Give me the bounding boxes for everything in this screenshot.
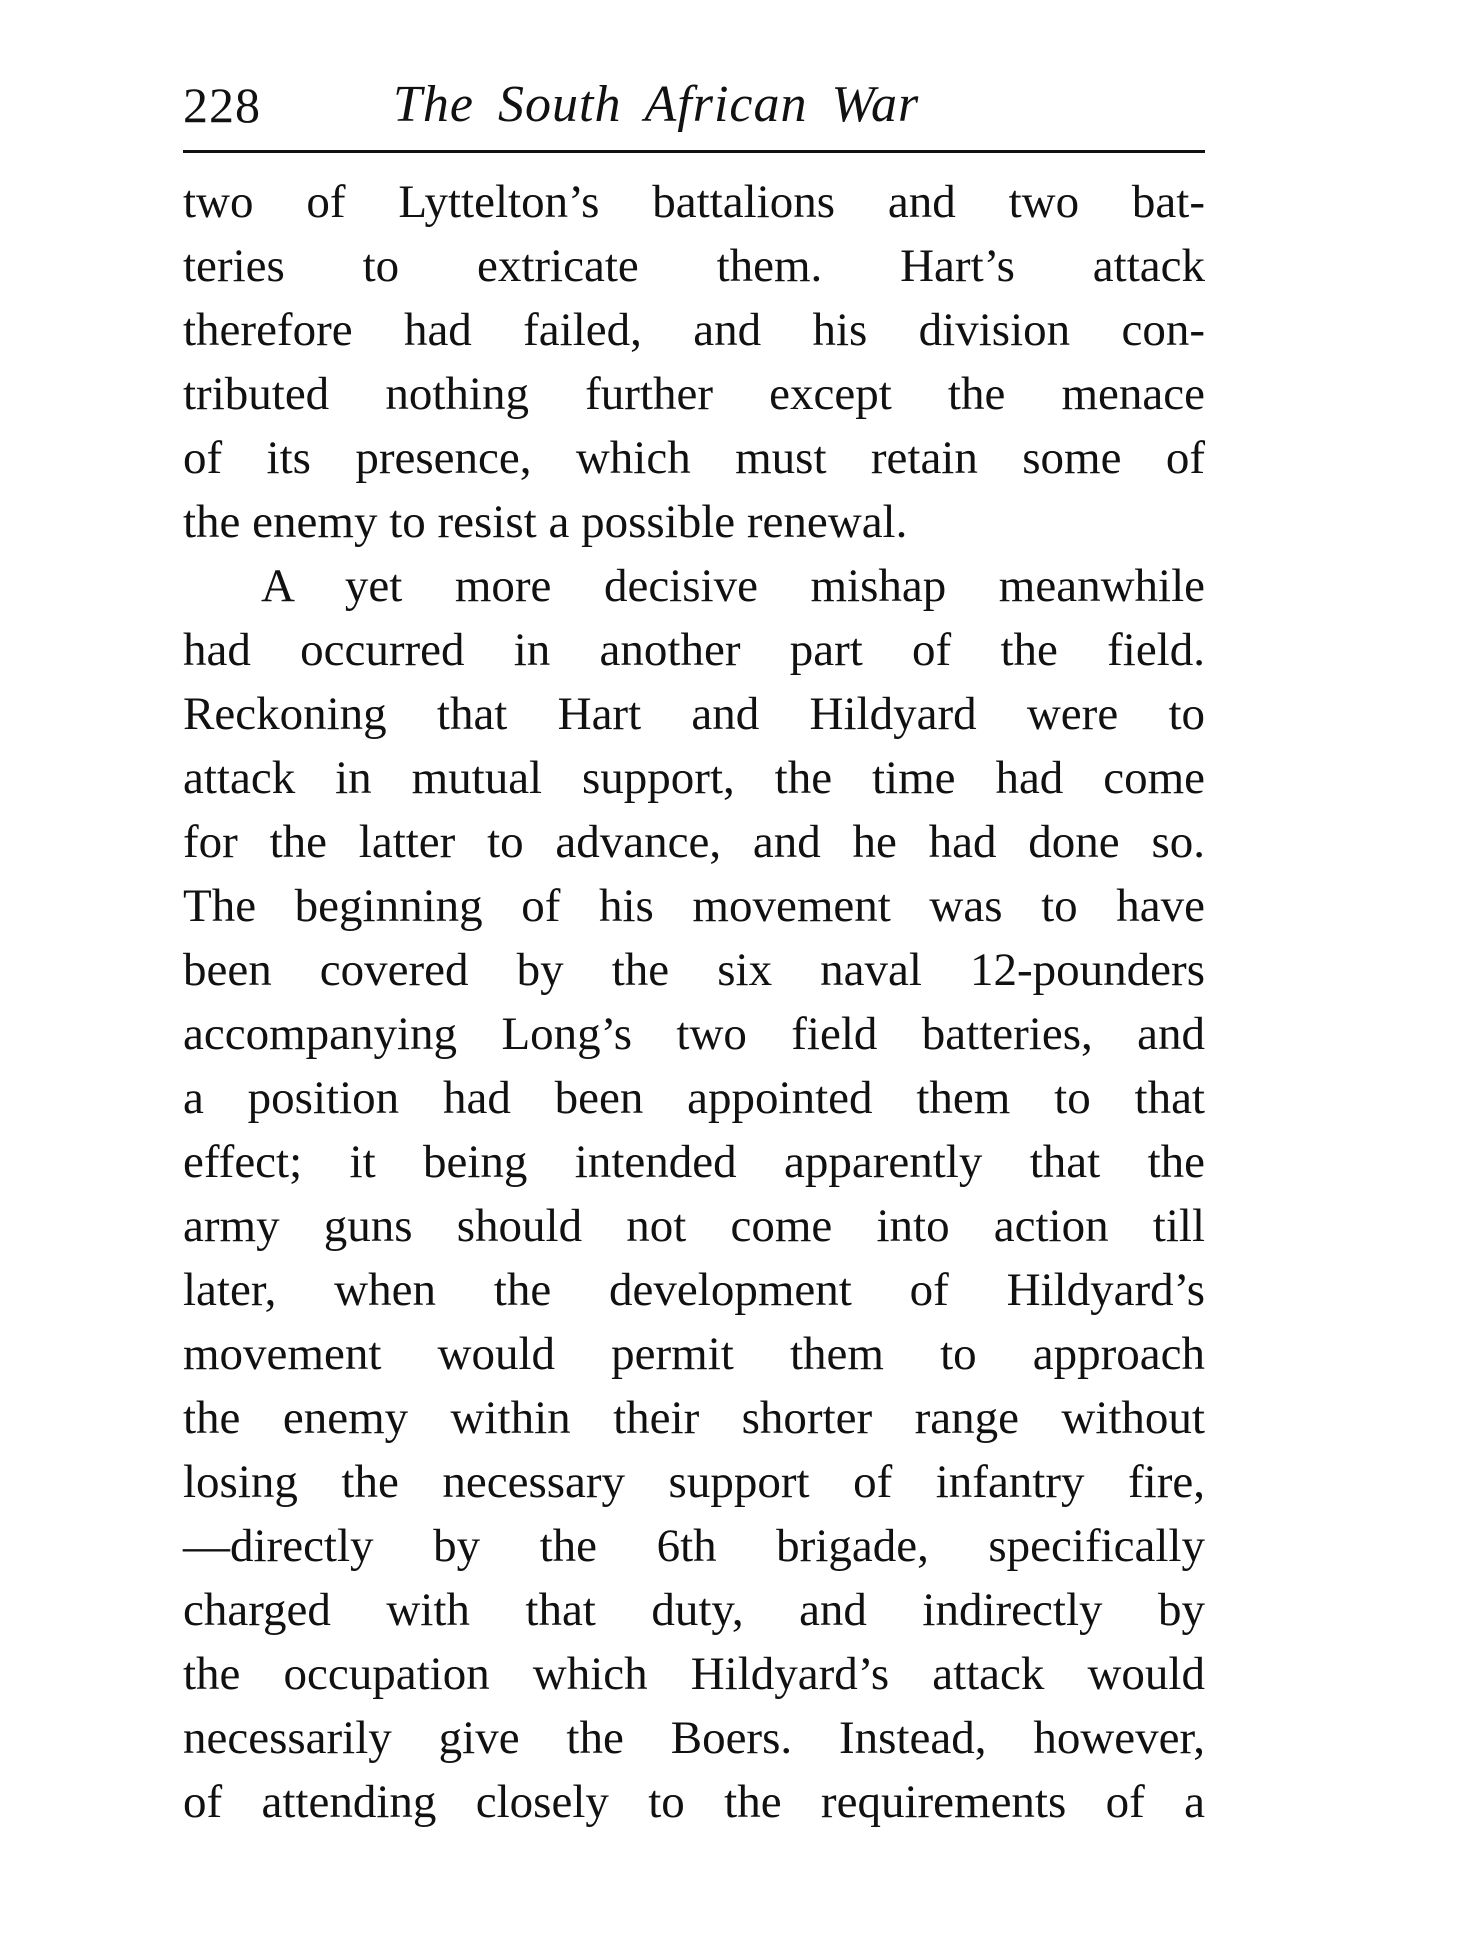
text-line: later, when the development of Hildyard’s <box>183 1264 1205 1316</box>
text-line: Reckoning that Hart and Hildyard were to <box>183 688 1205 740</box>
text-line: charged with that duty, and indirectly by <box>183 1584 1205 1636</box>
text-line: been covered by the six naval 12-pounders <box>183 944 1205 996</box>
text-line: teries to extricate them. Hart’s attack <box>183 240 1205 292</box>
text-line: accompanying Long’s two field batteries, and <box>183 1008 1205 1060</box>
paragraph-start-line: A yet more decisive mishap meanwhile <box>261 560 1205 612</box>
page-header <box>183 70 1205 140</box>
text-line: the enemy to resist a possible renewal. <box>183 496 908 548</box>
text-line: army guns should not come into action till <box>183 1200 1205 1252</box>
text-line: the occupation which Hildyard’s attack would <box>183 1648 1205 1700</box>
text-line: two of Lyttelton’s battalions and two bat- <box>183 176 1205 228</box>
text-line: attack in mutual support, the time had come <box>183 752 1205 804</box>
text-line: had occurred in another part of the field. <box>183 624 1205 676</box>
text-line: movement would permit them to approach <box>183 1328 1205 1380</box>
text-line: effect; it being intended apparently that the <box>183 1136 1205 1188</box>
text-line: therefore had failed, and his division con- <box>183 304 1205 356</box>
text-line: losing the necessary support of infantry fire, <box>183 1456 1205 1508</box>
text-line: —directly by the 6th brigade, specifically <box>183 1520 1205 1572</box>
body-text <box>183 170 1205 1834</box>
text-line: tributed nothing further except the menace <box>183 368 1205 420</box>
text-line: necessarily give the Boers. Instead, however, <box>183 1712 1205 1764</box>
text-line: of its presence, which must retain some of <box>183 432 1205 484</box>
text-line: of attending closely to the requirements of a <box>183 1776 1205 1828</box>
page-number: 228 <box>183 77 261 133</box>
text-line: The beginning of his movement was to have <box>183 880 1205 932</box>
running-title: The South African War <box>393 76 920 133</box>
header-rule <box>183 150 1205 153</box>
text-line: a position had been appointed them to that <box>183 1072 1205 1124</box>
text-line: for the latter to advance, and he had done so. <box>183 816 1205 868</box>
text-line: the enemy within their shorter range without <box>183 1392 1205 1444</box>
